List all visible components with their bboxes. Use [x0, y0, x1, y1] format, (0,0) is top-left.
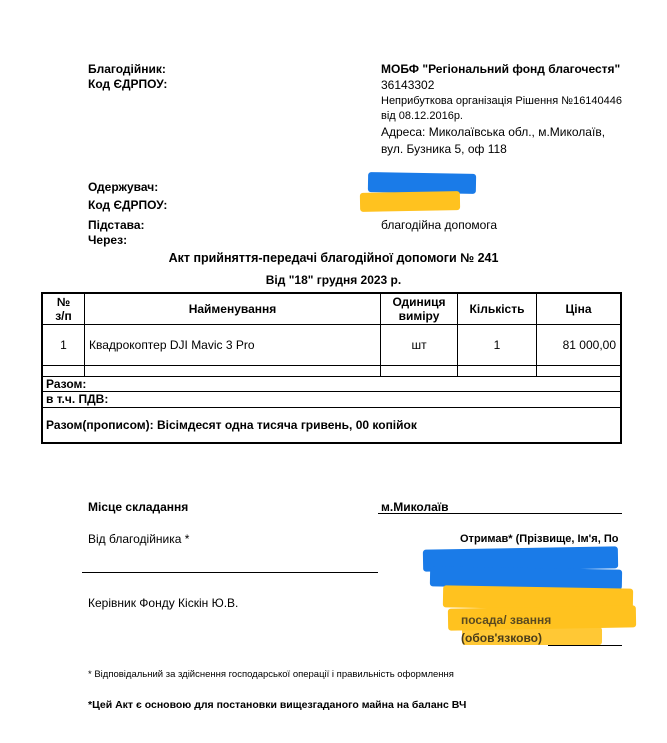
donor-label: Благодійник:: [88, 62, 166, 76]
position-underline: [548, 645, 622, 646]
redaction-marker-yellow: [360, 191, 460, 212]
mandatory-label: (обов'язково): [461, 631, 542, 645]
header-unit: Одиниця виміру: [381, 293, 458, 324]
recipient-edrpou-label: Код ЄДРПОУ:: [88, 198, 168, 212]
row-name: Квадрокоптер DJI Mavic 3 Pro: [85, 324, 381, 365]
donor-address-line1: Адреса: Миколаївська обл., м.Миколаїв,: [381, 125, 606, 139]
basis-value: благодійна допомога: [381, 218, 498, 232]
in-words: Разом(прописом): Вісімдесят одна тисяча гривень, 00 копійок: [42, 407, 621, 443]
vat-row: [42, 391, 621, 407]
basis-label: Підстава:: [88, 218, 145, 232]
items-table: [41, 292, 622, 444]
header-price: Ціна: [537, 293, 622, 324]
footnote-basis: *Цей Акт є основою для постановки вищезгаданого майна на баланс ВЧ: [88, 699, 467, 711]
donor-signature-line: [82, 572, 378, 573]
place-underline: [378, 513, 622, 514]
donor-status: Неприбуткова організація Рішення №16140446: [381, 95, 623, 107]
total-label: Разом:: [42, 376, 621, 391]
row-price: 81 000,00: [537, 324, 622, 365]
in-words-row: [42, 407, 621, 443]
donor-name: МОБФ "Регіональний фонд благочестя": [381, 62, 621, 76]
header-num: № з/п: [42, 293, 85, 324]
table-empty-row: [42, 365, 621, 376]
footnote-responsible: * Відповідальний за здійснення господарської операції і правильність оформлення: [88, 669, 454, 680]
table-row: [42, 324, 621, 365]
place-label: Місце складання: [88, 500, 189, 514]
from-donor-label: Від благодійника *: [88, 532, 190, 546]
vat-label: в т.ч. ПДВ:: [42, 391, 621, 407]
table-header-row: [42, 293, 621, 324]
donor-status-date: від 08.12.2016р.: [381, 110, 463, 122]
row-num: 1: [42, 324, 85, 365]
position-label: посада/ звання: [461, 613, 552, 627]
header-name: Найменування: [85, 293, 381, 324]
place-value: м.Миколаїв: [381, 500, 449, 514]
via-label: Через:: [88, 233, 128, 247]
row-qty: 1: [458, 324, 537, 365]
donor-edrpou: 36143302: [381, 78, 435, 92]
donor-edrpou-label: Код ЄДРПОУ:: [88, 77, 168, 91]
received-label: Отримав* (Прізвище, Ім'я, По: [460, 533, 619, 545]
total-row: [42, 376, 621, 391]
recipient-label: Одержувач:: [88, 180, 159, 194]
act-date: Від "18" грудня 2023 р.: [265, 273, 402, 287]
redaction-marker-blue: [368, 172, 476, 194]
header-qty: Кількість: [458, 293, 537, 324]
donor-address-line2: вул. Бузника 5, оф 118: [381, 142, 507, 156]
act-title: Акт прийняття-передачі благодійної допомоги № 241: [168, 251, 499, 265]
row-unit: шт: [381, 324, 458, 365]
head-name: Керівник Фонду Кіскін Ю.В.: [88, 596, 239, 610]
